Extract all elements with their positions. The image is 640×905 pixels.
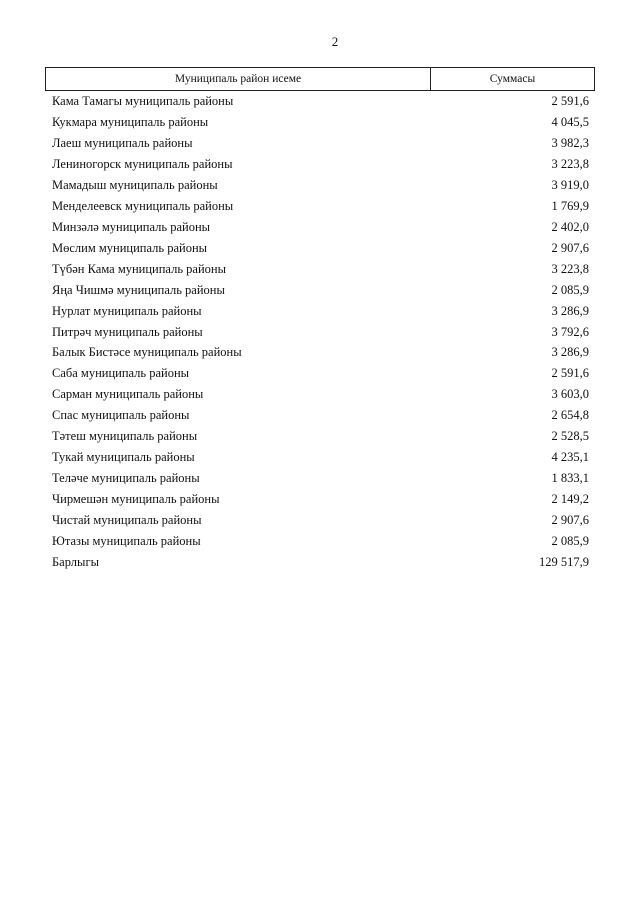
table-row bbox=[52, 321, 589, 342]
row-name: Сарман муниципаль районы bbox=[52, 387, 204, 402]
total-label: Барлыгы bbox=[52, 554, 99, 569]
table-row bbox=[52, 531, 589, 552]
row-value: 2 402,0 bbox=[551, 219, 589, 234]
row-value: 2 907,6 bbox=[551, 240, 589, 255]
row-name: Спас муниципаль районы bbox=[52, 408, 190, 423]
row-value: 3 223,8 bbox=[551, 261, 589, 276]
row-value: 2 085,9 bbox=[551, 533, 589, 548]
row-value: 3 603,0 bbox=[551, 387, 589, 402]
row-value: 3 919,0 bbox=[551, 177, 589, 192]
table-row bbox=[52, 196, 589, 217]
row-name: Кама Тамагы муниципаль районы bbox=[52, 94, 234, 109]
row-name: Тәтеш муниципаль районы bbox=[52, 429, 198, 444]
row-name: Лаеш муниципаль районы bbox=[52, 136, 193, 151]
row-name: Мамадыш муниципаль районы bbox=[52, 177, 218, 192]
table-row bbox=[52, 300, 589, 321]
row-value: 4 235,1 bbox=[551, 450, 589, 465]
table-row bbox=[52, 154, 589, 175]
row-name: Кукмара муниципаль районы bbox=[52, 115, 209, 130]
table-row bbox=[52, 468, 589, 489]
row-value: 4 045,5 bbox=[551, 115, 589, 130]
row-value: 3 286,9 bbox=[551, 345, 589, 360]
row-value: 3 982,3 bbox=[551, 136, 589, 151]
row-value: 2 654,8 bbox=[551, 408, 589, 423]
column-header-sum: Суммасы bbox=[489, 73, 536, 85]
row-value: 2 907,6 bbox=[551, 512, 589, 527]
table-row bbox=[52, 217, 589, 238]
row-name: Менделеевск муниципаль районы bbox=[52, 198, 234, 213]
table-row bbox=[52, 342, 589, 363]
row-name: Түбән Кама муниципаль районы bbox=[52, 261, 226, 276]
row-value: 3 286,9 bbox=[551, 303, 589, 318]
table-row bbox=[52, 133, 589, 154]
row-value: 2 591,6 bbox=[551, 366, 589, 381]
row-value: 2 591,6 bbox=[551, 94, 589, 109]
row-name: Минзәлә муниципаль районы bbox=[52, 219, 211, 234]
row-value: 2 085,9 bbox=[551, 282, 589, 297]
row-value: 2 528,5 bbox=[551, 429, 589, 444]
row-name: Мөслим муниципаль районы bbox=[52, 240, 208, 255]
row-value: 3 223,8 bbox=[551, 157, 589, 172]
row-name: Яңа Чишмә муниципаль районы bbox=[52, 282, 225, 297]
table-row bbox=[52, 447, 589, 468]
table-row bbox=[52, 259, 589, 280]
row-value: 2 149,2 bbox=[551, 492, 589, 507]
row-name: Ютазы муниципаль районы bbox=[52, 533, 201, 548]
table-row bbox=[52, 238, 589, 259]
table-row bbox=[52, 405, 589, 426]
row-name: Балык Бистәсе муниципаль районы bbox=[52, 345, 242, 360]
table-body bbox=[52, 91, 589, 573]
row-value: 3 792,6 bbox=[551, 324, 589, 339]
table-header bbox=[45, 67, 595, 91]
table-row bbox=[52, 91, 589, 112]
row-name: Саба муниципаль районы bbox=[52, 366, 190, 381]
column-header-name: Муниципаль район исеме bbox=[46, 68, 431, 90]
table-row bbox=[52, 489, 589, 510]
row-name: Питрәч муниципаль районы bbox=[52, 324, 203, 339]
total-row bbox=[52, 552, 589, 573]
row-name: Нурлат муниципаль районы bbox=[52, 303, 202, 318]
table-row bbox=[52, 279, 589, 300]
row-value: 1 769,9 bbox=[551, 198, 589, 213]
page-number: 2 bbox=[331, 34, 339, 49]
row-name: Чирмешән муниципаль районы bbox=[52, 492, 220, 507]
table-row bbox=[52, 112, 589, 133]
table-row bbox=[52, 384, 589, 405]
table-row bbox=[52, 426, 589, 447]
row-name: Тукай муниципаль районы bbox=[52, 450, 195, 465]
row-value: 1 833,1 bbox=[551, 471, 589, 486]
row-name: Лениногорск муниципаль районы bbox=[52, 157, 233, 172]
total-value: 129 517,9 bbox=[539, 554, 589, 569]
row-name: Теләче муниципаль районы bbox=[52, 471, 200, 486]
table-row bbox=[52, 363, 589, 384]
table-row bbox=[52, 510, 589, 531]
table-row bbox=[52, 175, 589, 196]
row-name: Чистай муниципаль районы bbox=[52, 512, 202, 527]
